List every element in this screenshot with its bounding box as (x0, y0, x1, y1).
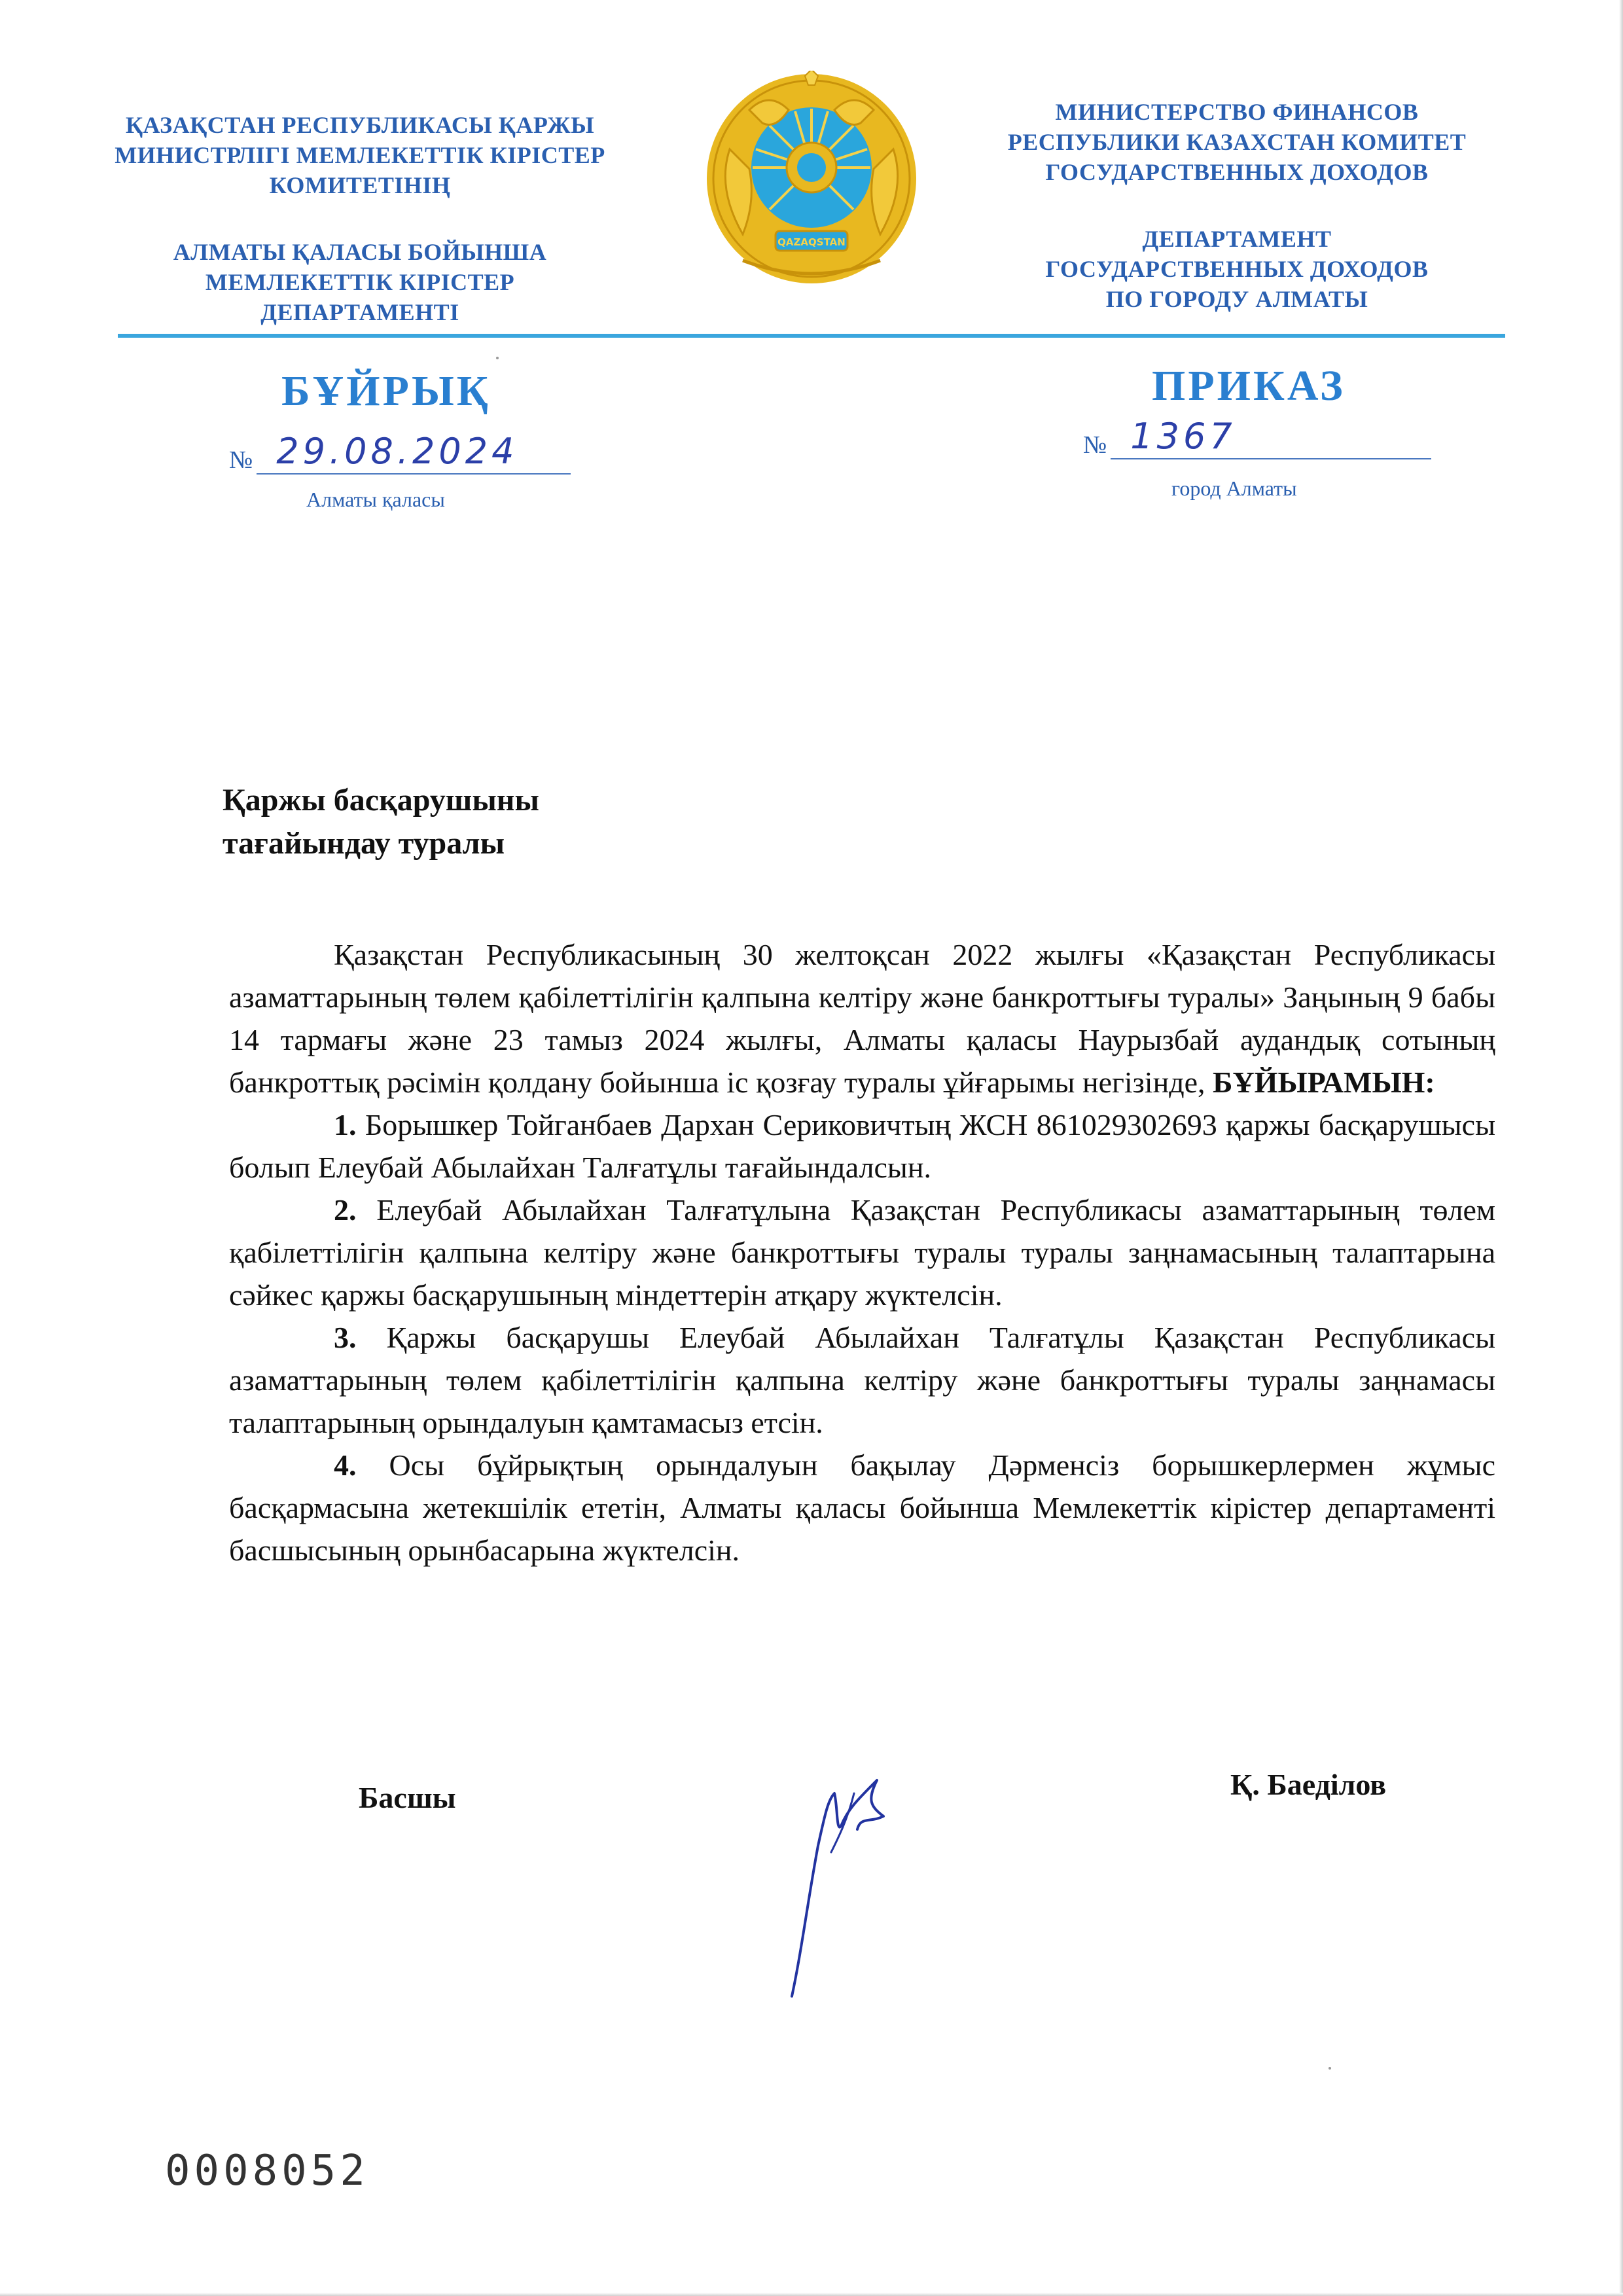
date-underline (257, 431, 571, 475)
header-kz-org-line: МИНИСТРЛІГІ МЕМЛЕКЕТТІК КІРІСТЕР (115, 142, 605, 168)
order-item-number: 1. (334, 1108, 357, 1141)
order-item (229, 1316, 1495, 1444)
order-item-number: 4. (334, 1448, 357, 1482)
body-intro-paragraph (229, 933, 1495, 1103)
header-kz-org-line: КОМИТЕТІНІҢ (269, 172, 451, 198)
subject-line: тағайындау туралы (223, 826, 505, 861)
order-item (229, 1444, 1495, 1571)
scan-edge-bottom (0, 2293, 1623, 2296)
emblem-text: QAZAQSTAN (777, 236, 846, 248)
order-item-number: 2. (334, 1193, 357, 1227)
number-sign: № (229, 446, 253, 474)
header-kz-dept-line: АЛМАТЫ ҚАЛАСЫ БОЙЫНША (173, 239, 547, 265)
header-ru-dept-line: ДЕПАРТАМЕНТ (1142, 226, 1332, 252)
number-sign: № (1083, 431, 1107, 459)
scan-speck (496, 357, 499, 359)
order-item-text: Осы бұйрықтың орындалуын бақылау Дәрменсіз борышкерлермен жұмыс басқармасына жетекшілік ететін, Алматы қаласы бойынша Мемлекеттік кірістер департаменті басшысының орынбасарына жүктелсін. (229, 1448, 1495, 1567)
header-ru (982, 97, 1492, 314)
header-ru-dept-line: ПО ГОРОДУ АЛМАТЫ (1105, 286, 1368, 312)
city-kz: Алматы қаласы (306, 488, 445, 511)
order-title-ru: ПРИКАЗ (1152, 362, 1346, 410)
header-kz-dept-line: МЕМЛЕКЕТТІК КІРІСТЕР ДЕПАРТАМЕНТІ (205, 269, 515, 325)
city-ru: город Алматы (1171, 476, 1297, 500)
order-subject (223, 779, 539, 865)
signer-position: Басшы (359, 1781, 456, 1814)
handwritten-signature-icon (772, 1754, 929, 2003)
order-item-number: 3. (334, 1321, 357, 1354)
order-item-text: Қаржы басқарушы Елеубай Абылайхан Талғатұлы Қазақстан Республикасы азаматтарының төлем қабілеттілігін қалпына келтіру және банкроттығы туралы заңнамасы талаптарының орындалуын қамтамасыз етсін. (229, 1321, 1495, 1439)
body-intro-text: Қазақстан Республикасының 30 желтоқсан 2022 жылғы «Қазақстан Республикасы азаматтарының төлем қабілеттілігін қалпына келтіру және банкроттығы туралы» Заңының 9 бабы 14 тармағы және 23 тамыз 2024 жылғы, Алматы қаласы Наурызбай аудандық сотының банкроттық рәсімін қолдану бойынша іс қозғау туралы ұйғарымы негізінде, (229, 938, 1495, 1099)
header-ru-org-line: МИНИСТЕРСТВО ФИНАНСОВ (1055, 99, 1419, 125)
header-kz-org-line: ҚАЗАҚСТАН РЕСПУБЛИКАСЫ ҚАРЖЫ (125, 112, 595, 138)
handwritten-number: 1367 (1130, 416, 1236, 457)
order-item-text: Елеубай Абылайхан Талғатұлына Қазақстан Республикасы азаматтарының төлем қабілеттілігін қалпына келтіру және банкроттығы туралы туралы заңнамасының талаптарына сәйкес қаржы басқарушының міндеттерін атқару жүктелсін. (229, 1193, 1496, 1312)
order-body (229, 933, 1495, 1571)
order-word: БҰЙЫРАМЫН: (1213, 1066, 1435, 1099)
order-item (229, 1189, 1495, 1316)
header-ru-dept-line: ГОСУДАРСТВЕННЫХ ДОХОДОВ (1045, 256, 1429, 282)
scan-edge-right (1619, 0, 1623, 2296)
handwritten-date: 29.08.2024 (276, 431, 518, 472)
serial-number: 0008052 (165, 2147, 369, 2195)
scan-speck (1329, 2067, 1331, 2070)
order-date-field (229, 431, 571, 475)
header-kz (105, 110, 615, 327)
order-item (229, 1103, 1495, 1189)
order-item-text: Борышкер Тойганбаев Дархан Сериковичтың ЖСН 861029302693 қаржы басқарушысы болып Елеубай Абылайхан Талғатұлы тағайындалсын. (229, 1108, 1496, 1184)
subject-line: Қаржы басқарушыны (223, 783, 539, 817)
order-number-field (1083, 416, 1431, 459)
header-ru-org-line: ГОСУДАРСТВЕННЫХ ДОХОДОВ (1045, 159, 1429, 185)
state-emblem-icon (704, 71, 919, 287)
header-ru-org-line: РЕСПУБЛИКИ КАЗАХСТАН КОМИТЕТ (1007, 129, 1467, 155)
number-underline (1111, 416, 1431, 459)
header-divider (118, 334, 1505, 338)
order-title-kz: БҰЙРЫҚ (281, 367, 491, 415)
signer-name: Қ. Баеділов (1230, 1768, 1387, 1801)
